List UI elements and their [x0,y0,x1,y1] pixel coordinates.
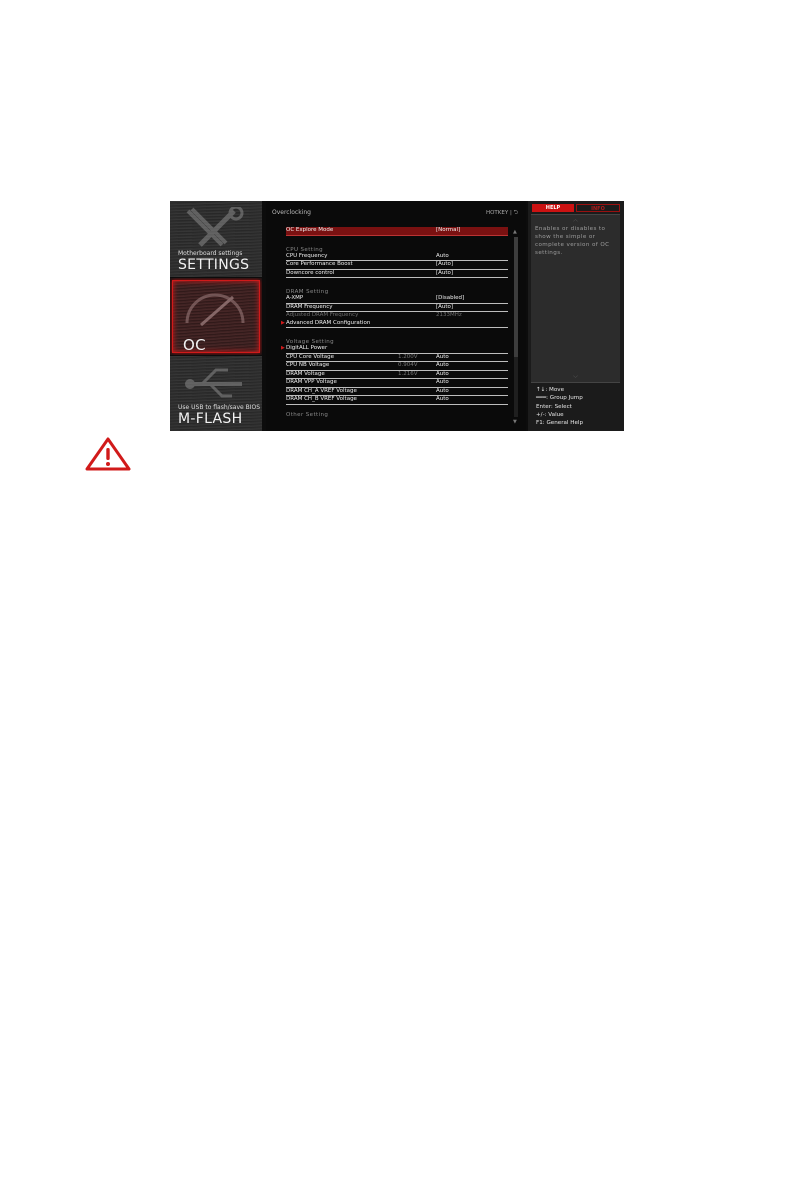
dram-setting-header: DRAM Setting [286,289,329,295]
row-label: Advanced DRAM Configuration [286,319,371,326]
oc-explore-mode-row[interactable] [286,227,508,236]
dram-vpp-voltage-row[interactable] [286,379,508,388]
row-label: DRAM CH_B VREF Voltage [286,396,357,402]
key-move: ↑↓: Move [536,387,565,393]
cpu-setting-header: CPU Setting [286,246,324,253]
a-xmp-row[interactable] [286,295,508,304]
row-value: [Auto] [436,269,454,276]
row-label: DRAM CH_A VREF Voltage [286,387,357,394]
row-value: Auto [436,252,449,259]
row-value: 2133MHz [436,312,462,318]
chevron-up-icon[interactable]: ︿ [572,217,578,223]
tile-oc-title: OC [183,336,206,354]
scroll-thumb[interactable] [514,237,518,357]
key-value: +/-: Value [536,411,564,418]
digitall-power-row[interactable] [281,345,508,354]
adjusted-dram-frequency-row [286,312,508,320]
voltage-setting-header: Voltage Setting [286,339,335,345]
key-general-help: F1: General Help [536,420,584,427]
row-current-voltage: 0.904V [398,362,418,368]
key-group-jump: ━━━: Group Jump [536,395,583,402]
dram-frequency-row[interactable] [286,304,508,313]
tools-icon [182,207,250,251]
usb-icon [182,362,250,406]
cpu-nb-voltage-row[interactable] [286,362,508,371]
other-setting-header: Other Setting [286,411,329,418]
help-box [531,214,620,383]
row-label: DRAM VPP Voltage [286,379,337,385]
bios-screenshot [170,201,624,431]
main-panel [266,201,526,431]
hotkey-button[interactable]: HOTKEY | ⮌ [485,210,518,216]
tile-settings-subtitle: Motherboard settings [178,250,243,257]
row-label: Adjusted DRAM Frequency [286,312,359,318]
chevron-down-icon[interactable]: ﹀ [572,376,578,382]
key-legend [536,386,583,427]
row-label: CPU Frequency [286,252,328,259]
tile-mflash-subtitle: Use USB to flash/save BIOS [178,404,261,411]
row-label: DRAM Frequency [286,303,333,310]
row-label: Core Performance Boost [286,261,353,267]
tab-help[interactable]: HELP [532,204,574,212]
row-label: Downcore control [286,269,335,276]
tile-settings-title: SETTINGS [178,257,250,273]
help-panel [528,201,624,431]
scroll-up-icon[interactable]: ▲ [513,229,517,235]
row-current-voltage: 1.216V [398,370,418,377]
row-label: CPU NB Voltage [286,362,330,368]
left-menu [170,201,263,431]
cpu-frequency-row[interactable] [286,253,508,262]
downcore-control-row[interactable] [286,270,508,279]
row-label: OC Explore Mode [286,227,334,233]
key-select: Enter: Select [536,403,572,410]
tile-mflash[interactable] [170,356,262,431]
help-text: Enables or disables to show the simple or complete version of OC settings. [535,226,610,256]
row-value: Auto [436,387,449,394]
submenu-arrow-icon: ▶ [281,319,285,326]
warning-icon [84,436,132,472]
row-value: [Auto] [436,261,454,267]
settings-list [281,227,508,418]
row-current-voltage: 1.200V [398,353,418,360]
submenu-arrow-icon: ▶ [281,345,285,351]
row-label: DRAM Voltage [286,370,325,377]
tile-oc[interactable] [170,278,262,355]
side-tab-marker [620,281,624,301]
row-label: DigitALL Power [286,345,328,351]
tab-info[interactable]: INFO [576,204,620,212]
advanced-dram-configuration-row[interactable] [281,319,508,329]
row-label: CPU Core Voltage [286,353,335,360]
scroll-down-icon[interactable]: ▼ [513,419,517,425]
tile-mflash-title: M-FLASH [178,411,243,427]
core-performance-boost-row[interactable] [286,261,508,270]
row-value: Auto [436,370,449,377]
row-value: [Normal] [436,227,461,233]
row-label: A-XMP [286,295,304,301]
row-value: Auto [436,353,449,360]
dram-ch-b-vref-voltage-row[interactable] [286,396,508,405]
breadcrumb: Overclocking [272,209,311,216]
row-value: Auto [436,379,449,385]
row-value: [Disabled] [436,295,465,301]
main-scrollbar[interactable] [514,229,518,425]
dram-voltage-row[interactable] [286,371,508,380]
row-value: [Auto] [436,303,454,310]
tile-oc-highlight [172,280,260,353]
gauge-icon [181,285,249,329]
tile-settings[interactable] [170,201,262,277]
row-value: Auto [436,362,449,368]
cpu-core-voltage-row[interactable] [286,354,508,363]
row-value: Auto [436,396,449,402]
dram-ch-a-vref-voltage-row[interactable] [286,388,508,397]
